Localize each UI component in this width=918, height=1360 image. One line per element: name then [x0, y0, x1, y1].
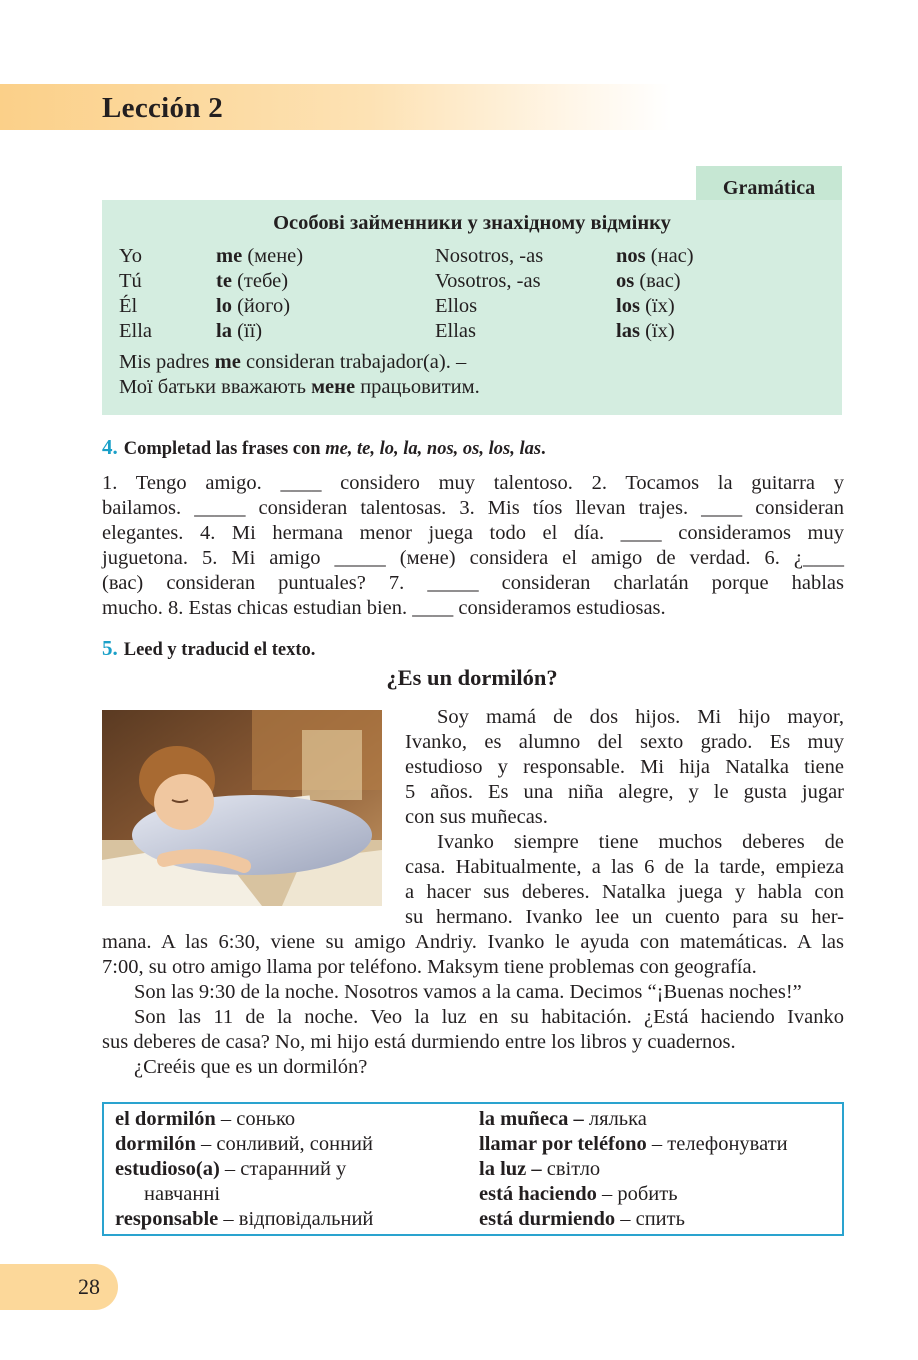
story-full-text [102, 930, 844, 1080]
pronoun-object: las [616, 320, 640, 342]
story-line: su hermano. Ivanko lee un cuento para su her- [405, 906, 844, 928]
story-line: Soy mamá de dos hijos. Mi hijo mayor, [437, 706, 844, 728]
pronoun-object: lo [216, 295, 232, 317]
pronoun-object-row [616, 244, 694, 269]
pronoun-object-row [616, 294, 675, 319]
pronoun-object: me [216, 245, 243, 267]
story-line: con sus muñecas. [405, 806, 548, 828]
exercise-4-text [102, 471, 844, 621]
exercise-4-heading: 4. Completad las frases con me, te, lo, la, nos, os, los, las. [102, 435, 546, 459]
pronoun-subject: Ellas [435, 320, 476, 342]
story-side-text [405, 705, 844, 930]
story-line: a hacer sus deberes. Natalka juega y habla con [405, 881, 844, 903]
pronoun-translation: (вас) [639, 270, 681, 292]
boy-asleep-on-books-photo [102, 710, 382, 906]
lesson-header-band [0, 84, 672, 130]
pronoun-object-row [216, 319, 262, 344]
pronoun-object: la [216, 320, 232, 342]
story-line: 5 años. Es una niña alegre, y le gusta jugar [405, 781, 844, 803]
vocab-entry: la muñeca – лялька [479, 1108, 647, 1130]
story-title: ¿Es un dormilón? [386, 665, 558, 690]
pronoun-subject: Tú [119, 270, 142, 292]
story-line: Son las 11 de la noche. Veo la luz en su habitación. ¿Está haciendo Ivanko [134, 1006, 844, 1028]
vocab-entry-continuation: навчанні [144, 1183, 221, 1205]
pronoun-object: os [616, 270, 635, 292]
story-line: 7:00, su otro amigo llama por teléfono. Maksym tiene problemas con geografía. [102, 956, 757, 978]
grammar-example-uk: Мої батьки вважають мене працьовитим. [119, 376, 480, 398]
pronoun-translation: (мене) [247, 245, 304, 267]
story-line: Ivanko siempre tiene muchos deberes de [437, 831, 844, 853]
vocabulary-box [102, 1102, 844, 1236]
pronoun-object-row [216, 269, 288, 294]
grammar-heading: Особові займенники у знахідному відмінку [273, 212, 671, 234]
lesson-title: Lección 2 [102, 92, 224, 124]
pronoun-translation: (тебе) [237, 270, 289, 292]
pronoun-translation: (її) [237, 320, 263, 342]
pronoun-object-row [616, 319, 675, 344]
pronoun-subject: Él [119, 295, 138, 317]
story-line: sus deberes de casa? No, mi hijo está durmiendo entre los libros y cuadernos. [102, 1031, 736, 1053]
story-line: casa. Habitualmente, a las 6 de la tarde, empieza [405, 856, 844, 878]
pronoun-subject: Ella [119, 320, 153, 342]
page-number-tab [0, 1264, 118, 1310]
grammar-example-es: Mis padres me consideran trabajador(a). – [119, 351, 467, 373]
pronoun-object-row [216, 244, 303, 269]
pronoun-translation: (їх) [645, 320, 675, 342]
vocab-entry: el dormilón – сонько [115, 1108, 296, 1130]
pronoun-object-row [616, 269, 681, 294]
pronoun-translation: (його) [237, 295, 291, 317]
exercise-line: 1. Tengo amigo. ____ considero muy talentoso. 2. Tocamos la guitarra y [102, 472, 844, 494]
exercise-line: (вас) consideran puntuales? 7. _____ consideran charlatán porque hablas [102, 572, 844, 594]
pronoun-object: te [216, 270, 232, 292]
pronoun-subject: Nosotros, -as [435, 245, 544, 267]
vocab-entry: está durmiendo – спить [479, 1208, 685, 1230]
story-line: mana. A las 6:30, viene su amigo Andriy. Ivanko le ayuda con matemáticas. A las [102, 931, 844, 953]
vocab-entry: dormilón – сонливий, сонний [115, 1133, 373, 1155]
pronoun-subject: Ellos [435, 295, 478, 317]
story-line: ¿Creéis que es un dormilón? [134, 1056, 368, 1078]
grammar-example [119, 350, 480, 400]
vocab-entry: la luz – світло [479, 1158, 601, 1180]
vocab-entry: llamar por teléfono – телефонувати [479, 1133, 788, 1155]
pronoun-object: los [616, 295, 640, 317]
photo-illustration [102, 710, 382, 906]
exercise-line: elegantes. 4. Mi hermana menor juega todo el día. ____ consideramos muy [102, 522, 844, 544]
pronoun-subject: Vosotros, -as [435, 270, 541, 292]
exercise-line: mucho. 8. Estas chicas estudian bien. ____ consideramos estudiosas. [102, 597, 666, 619]
page-number: 28 [78, 1274, 100, 1299]
pronoun-object: nos [616, 245, 646, 267]
pronoun-translation: (нас) [650, 245, 694, 267]
grammar-box [102, 200, 842, 415]
exercise-number: 4. [102, 435, 118, 459]
exercise-number: 5. [102, 636, 118, 660]
grammar-tab-label: Gramática [722, 176, 816, 199]
pronoun-object-row [216, 294, 290, 319]
pronoun-translation: (їх) [645, 295, 675, 317]
story-line: Son las 9:30 de la noche. Nosotros vamos a la cama. Decimos “¡Buenas noches!” [134, 981, 802, 1003]
story-line: estudioso y responsable. Mi hija Natalka tiene [405, 756, 844, 778]
vocab-entry: está haciendo – робить [479, 1183, 678, 1205]
exercise-line: juguetona. 5. Mi amigo _____ (мене) considera el amigo de verdad. 6. ¿____ [102, 547, 844, 569]
vocab-entry: responsable – відповідальний [115, 1208, 374, 1230]
vocab-entry: estudioso(a) – старанний у [115, 1158, 347, 1180]
pronoun-subject: Yo [119, 245, 143, 267]
story-line: Ivanko, es alumno del sexto grado. Es muy [405, 731, 844, 753]
exercise-line: bailamos. _____ consideran talentosas. 3. Mis tíos llevan trajes. ____ consideran [102, 497, 844, 519]
exercise-5-heading: 5. Leed y traducid el texto. [102, 636, 316, 660]
